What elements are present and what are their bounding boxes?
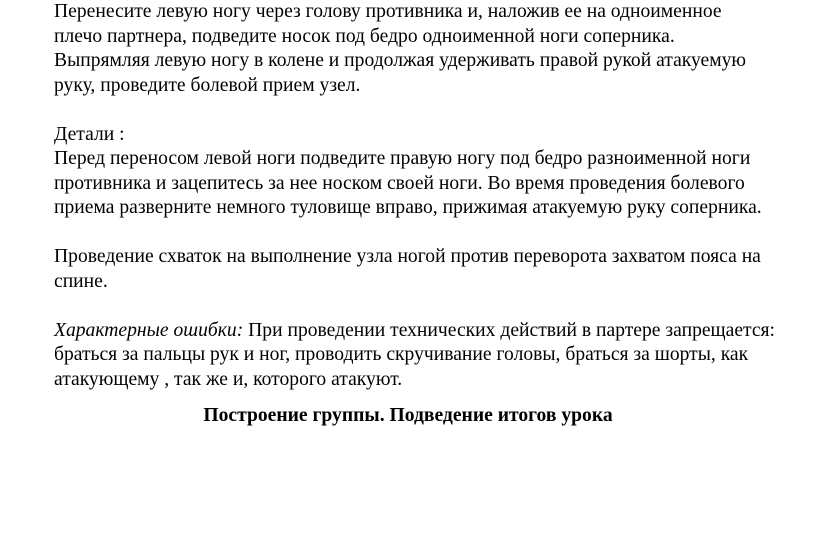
errors-label: Характерные ошибки: xyxy=(54,319,244,341)
spacer xyxy=(54,221,816,246)
errors-text: При проведении технических действий в партере запрещается: браться за пальцы рук и ног, проводить скручивание головы, браться за шорты, как атакующему , так же и, которого атакуют. xyxy=(54,319,775,390)
paragraph-practice: Проведение схваток на выполнение узла ногой против переворота захватом пояса на спине. xyxy=(54,246,761,292)
closing-heading: Построение группы. Подведение итогов урока xyxy=(203,405,613,426)
paragraph-errors xyxy=(54,319,816,393)
spacer xyxy=(54,98,816,123)
document-body xyxy=(54,0,816,392)
paragraph-details: Перед переносом левой ноги подведите правую ногу под бедро разноименной ноги противника и зацепитесь за нее носком своей ноги. Во время проведения болевого приема разверните немного туловище вправо, прижимая атакуемую руку соперника. xyxy=(54,148,762,218)
spacer xyxy=(54,294,816,319)
details-label: Детали : xyxy=(54,123,125,145)
paragraph-technique: Перенесите левую ногу через голову противника и, наложив ее на одноименное плечо партнера, подведите носок под бедро одноименной ноги соперника. Выпрямляя левую ногу в колене и продолжая удерживать правой рукой атакуемую руку, проведите болевой прием узел. xyxy=(54,1,747,96)
